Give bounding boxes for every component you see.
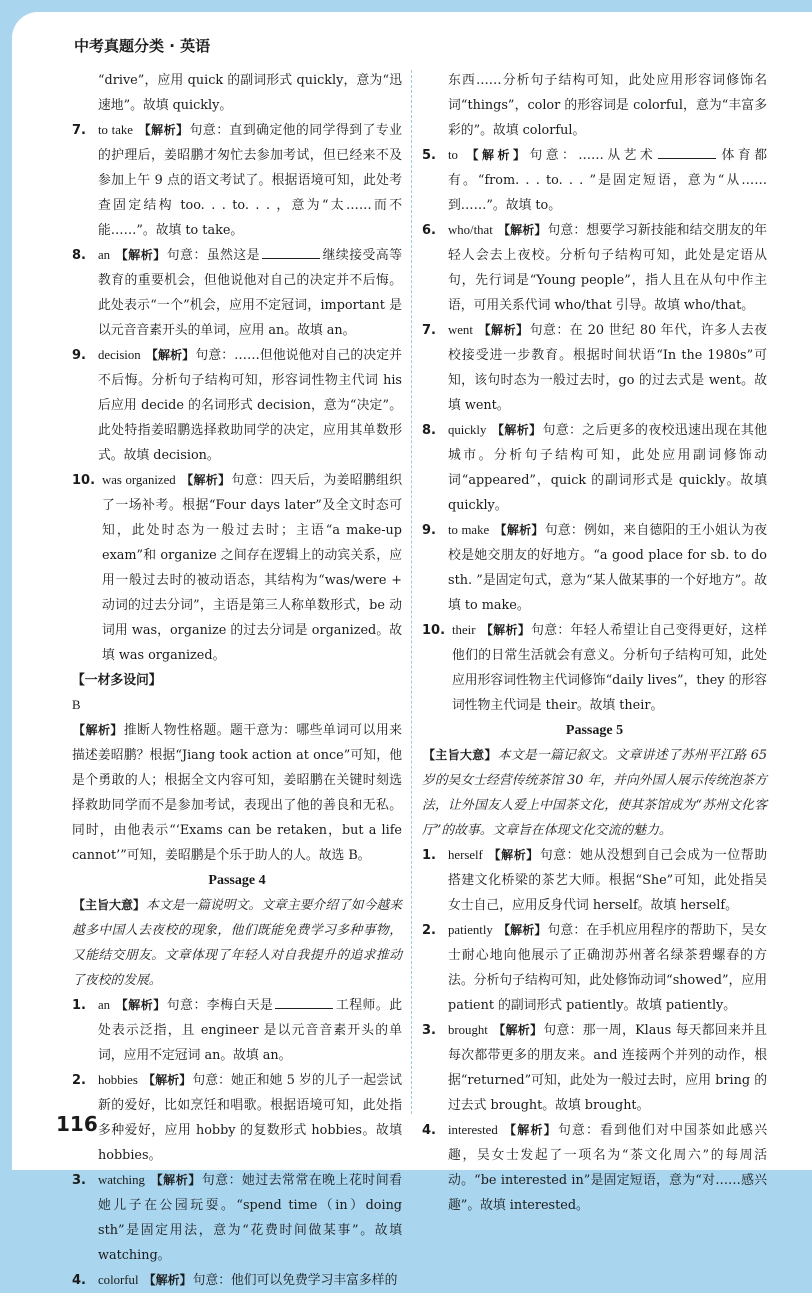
analysis-tag: 【解析】 <box>115 998 166 1012</box>
answer-text: to take <box>98 123 133 137</box>
analysis-tag: 【解析】 <box>466 148 529 162</box>
answer-text: to <box>448 148 458 162</box>
answer-text: an <box>98 248 111 262</box>
answer-item <box>422 318 767 418</box>
continued-text: 东西……分析句子结构可知，此处应用形容词修饰名词“things”，color 的形容词是 colorful，意为“丰富多彩的”。故填 colorful。 <box>448 73 767 138</box>
analysis-text: 推断人物性格题。题干意为：哪些单词可以用来描述姜昭鹏？根据“Jiang took action at once”可知，他是个勇敢的人；根据全文内容可知，姜昭鹏在关键时刻选择救助同学而不是参加考试，表现出了他的善良和无私。同时，由他表示“‘Exams can be retaken，but a life cannot’”可知，姜昭鹏是个乐于助人的人。故选 B。 <box>72 723 402 863</box>
analysis-text: 句意：想要学习新技能和结交朋友的年轻人会去上夜校。分析句子结构可知，此处是定语从句，先行词是“Young people”，指人且在从句中作主语，可用关系代词 who/that 引导。故填 who/that。 <box>448 223 767 313</box>
analysis-tag: 【解析】 <box>73 723 123 737</box>
item-number: 8. <box>72 248 86 263</box>
analysis-tag: 【解析】 <box>143 1273 192 1287</box>
analysis-tag: 【解析】 <box>478 323 529 337</box>
answer-item <box>422 1018 767 1118</box>
answer-text: interested <box>448 1123 498 1137</box>
item-number: 10. <box>72 473 96 488</box>
continued-text: “drive”，应用 quick 的副词形式 quickly，意为“迅速地”。故填 quickly。 <box>98 73 402 113</box>
answer-item <box>72 1068 402 1168</box>
analysis-text: 句意：四天后，为姜昭鹏组织了一场补考。根据“Four days later”及全文时态可知，此处时态为一般过去时；主语“a make-up exam”和 organize 之间存在逻辑上的动宾关系，应用一般过去时的被动语态，其结构为“was/were + 动词的过去分词”，主语是第三人称单数形式，be 动词用 was，organize 的过去分词是 organized。故填 was organized。 <box>102 473 402 663</box>
analysis-text: 句意：她从没想到自己会成为一位帮助搭建文化桥梁的茶艺大师。根据“She”可知，此处指吴女士自己，应用反身代词 herself。故填 herself。 <box>448 848 767 913</box>
page-header: 中考真题分类 · 英语 <box>74 37 211 55</box>
analysis-tag: 【解析】 <box>488 848 539 862</box>
analysis-tag: 【解析】 <box>138 123 189 137</box>
multi-question-analysis <box>72 718 402 868</box>
analysis-tag: 【解析】 <box>115 248 166 262</box>
item-number: 1. <box>72 998 86 1013</box>
item-number: 3. <box>422 1023 436 1038</box>
item-number: 4. <box>422 1123 436 1138</box>
analysis-tag: 【解析】 <box>150 1173 201 1187</box>
item-number: 2. <box>72 1073 86 1088</box>
answer-text: hobbies <box>98 1073 138 1087</box>
item-number: 7. <box>72 123 86 138</box>
answer-text: patiently <box>448 923 493 937</box>
analysis-tag: 【解析】 <box>494 523 544 537</box>
answer-text: quickly <box>448 423 487 437</box>
answer-item <box>422 618 767 718</box>
passage-title: Passage 5 <box>565 723 624 738</box>
summary-text: 本文是一篇说明文。文章主要介绍了如今越来越多中国人去夜校的现象，他们既能免费学习多种事物，又能结交朋友。文章体现了年轻人对自我提升的追求推动了夜校的发展。 <box>72 898 402 988</box>
answer-text: was organized <box>102 473 176 487</box>
analysis-text: 句意：那一周，Klaus 每天都回来并且每次都带更多的朋友来。and 连接两个并列的动作，根据“returned”可知，此处为一般过去时，应用 bring 的过去式 brought。故填 brought。 <box>448 1023 767 1113</box>
answer-item <box>422 418 767 518</box>
item-number: 8. <box>422 423 436 438</box>
answer-text: who/that <box>448 223 493 237</box>
answer-text: colorful <box>98 1273 139 1287</box>
passage-summary <box>72 893 402 993</box>
answer-text: watching <box>98 1173 145 1187</box>
analysis-text: 句意：她过去常常在晚上花时间看她儿子在公园玩耍。“spend time（in）doing sth”是固定用法，意为“花费时间做某事”。故填 watching。 <box>98 1173 402 1263</box>
analysis-tag: 【解析】 <box>480 623 531 637</box>
answer-item <box>72 343 402 468</box>
summary-tag: 【主旨大意】 <box>423 748 497 762</box>
item-number: 5. <box>422 148 436 163</box>
analysis-tag: 【解析】 <box>493 1023 543 1037</box>
answer-item <box>422 918 767 1018</box>
item-number: 1. <box>422 848 436 863</box>
analysis-text: 句意：看到他们对中国茶如此感兴趣，吴女士发起了一项名为“茶文化周六”的每周活动。“be interested in”是固定短语，意为“对……感兴趣”。故填 interested。 <box>448 1123 767 1213</box>
answer-item <box>422 143 767 218</box>
answer-item <box>72 468 402 668</box>
analysis-text: 句意：之后更多的夜校迅速出现在其他城市。分析句子结构可知，此处应用副词修饰动词“appeared”，quick 的副词形式是 quickly。故填 quickly。 <box>448 423 767 513</box>
multi-question-answer: B <box>72 698 81 712</box>
answer-item <box>422 518 767 618</box>
fill-blank <box>262 247 320 259</box>
item-number: 9. <box>422 523 436 538</box>
analysis-text: 句意：例如，来自德阳的王小姐认为夜校是她交朋友的好地方。“a good place for sb. to do sth. ”是固定句式，意为“某人做某事的一个好地方”。故填 to make。 <box>448 523 767 613</box>
passage-title: Passage 4 <box>208 873 266 888</box>
answer-item <box>72 243 402 343</box>
right-column <box>422 68 767 1218</box>
analysis-text: 句意：在手机应用程序的帮助下，吴女士耐心地向他展示了正确沏苏州著名绿茶碧螺春的方法。分析句子结构可知，此处修饰动词“showed”，应用 patient 的副词形式 patiently。故填 patiently。 <box>448 923 767 1013</box>
analysis-prefix: 句意：……从艺术 <box>529 148 657 163</box>
analysis-tag: 【解析】 <box>491 423 542 437</box>
item-number: 9. <box>72 348 86 363</box>
multi-question-heading: 【一材多设问】 <box>72 673 162 688</box>
answer-item <box>72 1268 402 1293</box>
analysis-text: 句意：她正和她 5 岁的儿子一起尝试新的爱好，比如烹饪和唱歌。根据语境可知，此处指多种爱好，应用 hobby 的复数形式 hobbies。故填 hobbies。 <box>98 1073 402 1163</box>
answer-text: decision <box>98 348 141 362</box>
analysis-tag: 【解析】 <box>498 223 547 237</box>
analysis-text: 体育都有。“from. . . to. . . ”是固定短语，意为“从……到……”。故填 to。 <box>448 148 767 213</box>
answer-text: to make <box>448 523 490 537</box>
summary-text: 本文是一篇记叙文。文章讲述了苏州平江路 65 岁的吴女士经营传统茶馆 30 年，并向外国人展示传统泡茶方法，让外国友人爱上中国茶文化，使其茶馆成为“苏州文化客厅”的故事。文章旨在体现文化交流的魅力。 <box>422 748 767 838</box>
answer-item <box>72 993 402 1068</box>
item-number: 2. <box>422 923 436 938</box>
fill-blank <box>658 147 716 159</box>
passage-summary <box>422 743 767 843</box>
item-number: 4. <box>72 1273 86 1288</box>
analysis-text: 工程师。此处表示泛指，且 engineer 是以元音音素开头的单词，应用不定冠词 an。故填 an。 <box>98 998 402 1063</box>
answer-text: herself <box>448 848 483 862</box>
column-divider <box>411 70 412 1114</box>
answer-item <box>422 843 767 918</box>
analysis-text: 句意：……但他说他对自己的决定并不后悔。分析句子结构可知，形容词性物主代词 his 后应用 decide 的名词形式 decision，意为“决定”。此处特指姜昭鹏选择救助同学的决定，应用其单数形式。故填 decision。 <box>98 348 402 463</box>
item-number: 3. <box>72 1173 86 1188</box>
answer-item <box>72 118 402 243</box>
analysis-prefix: 句意：李梅白天是 <box>166 998 274 1013</box>
analysis-prefix: 句意：虽然这是 <box>166 248 261 263</box>
analysis-tag: 【解析】 <box>142 1073 192 1087</box>
fill-blank <box>275 997 333 1009</box>
analysis-text: 句意：直到确定他的同学得到了专业的护理后，姜昭鹏才匆忙去参加考试，但已经来不及参加上午 9 点的语文考试了。根据语境可知，此处考查固定结构 too. . . to. . . ，意为“太……而不能……”。故填 to take。 <box>98 123 402 238</box>
analysis-text: 继续接受高等教育的重要机会，但他说他对自己的决定并不后悔。此处表示“一个”机会，应用不定冠词，important 是以元音音素开头的单词，应用 an。故填 an。 <box>98 248 402 338</box>
analysis-text: 句意：在 20 世纪 80 年代，许多人去夜校接受进一步教育。根据时间状语“In the 1980s”可知，该句时态为一般过去时，go 的过去式是 went。故填 went。 <box>448 323 767 413</box>
answer-text: an <box>98 998 111 1012</box>
page-number: 116 <box>56 1112 98 1136</box>
answer-text: their <box>452 623 476 637</box>
analysis-tag: 【解析】 <box>497 923 547 937</box>
answer-text: went <box>448 323 473 337</box>
item-number: 7. <box>422 323 436 338</box>
analysis-text: 句意：年轻人希望让自己变得更好，这样他们的日常生活就会有意义。分析句子结构可知，此处应用形容词性物主代词修饰“daily lives”，they 的形容词性物主代词是 their。故填 their。 <box>452 623 767 713</box>
analysis-tag: 【解析】 <box>181 473 231 487</box>
answer-item <box>422 1118 767 1218</box>
item-number: 6. <box>422 223 436 238</box>
answer-item <box>422 218 767 318</box>
analysis-tag: 【解析】 <box>504 1123 557 1137</box>
analysis-tag: 【解析】 <box>145 348 195 362</box>
item-number: 10. <box>422 623 446 638</box>
answer-item <box>72 1168 402 1268</box>
analysis-text: 句意：他们可以免费学习丰富多样的 <box>192 1273 398 1288</box>
answer-text: brought <box>448 1023 488 1037</box>
summary-tag: 【主旨大意】 <box>73 898 146 912</box>
left-column <box>72 68 402 1293</box>
document-page <box>12 12 812 1288</box>
